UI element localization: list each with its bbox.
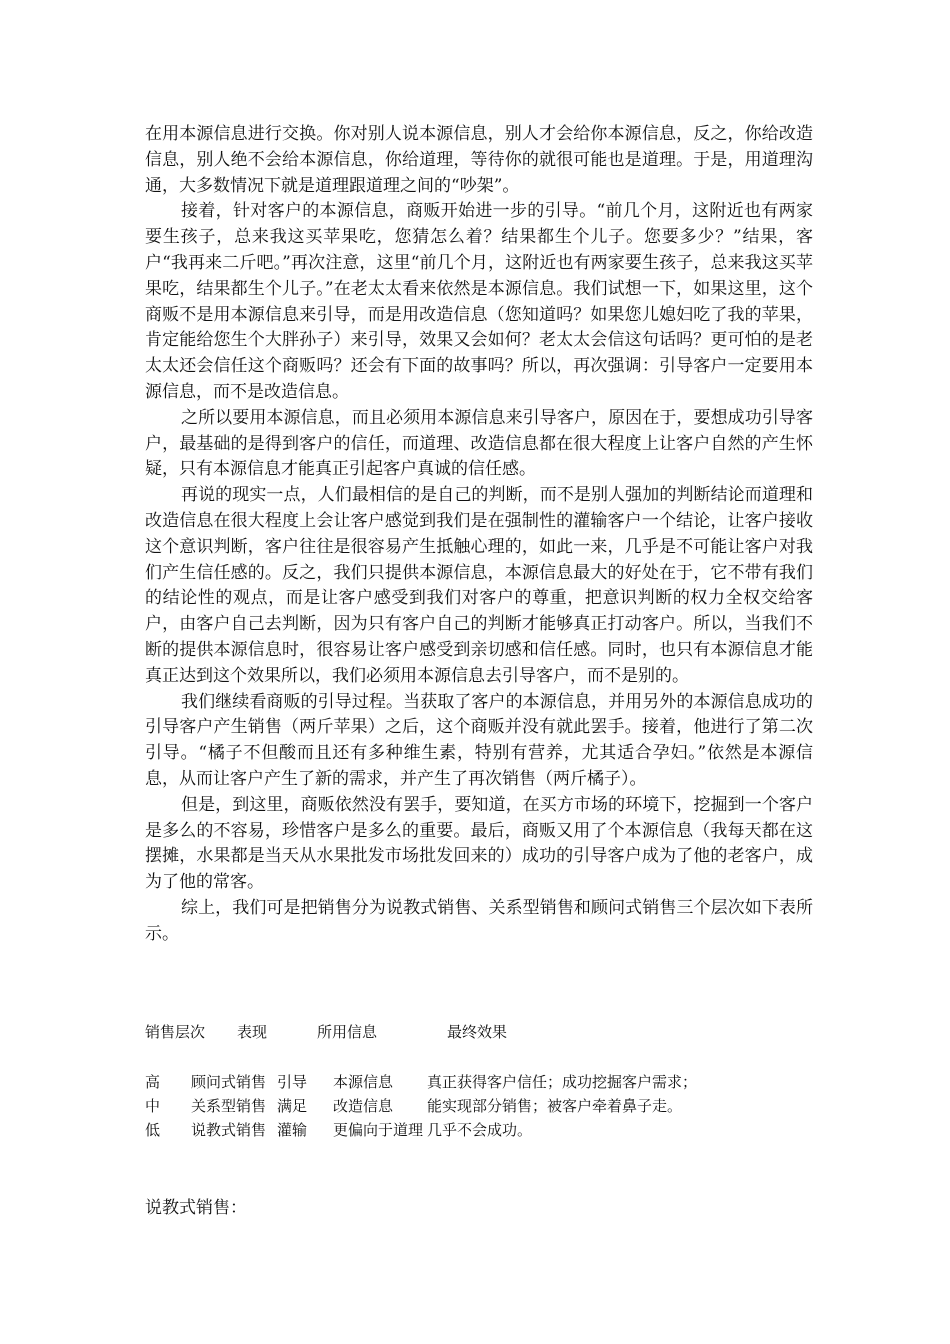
table-row	[145, 1070, 813, 1094]
cell-level: 中	[145, 1097, 161, 1115]
cell-info: 改造信息	[333, 1097, 394, 1115]
cell-effect: 几乎不会成功。	[427, 1121, 533, 1139]
table-row	[145, 1118, 813, 1142]
cell-type: 顾问式销售	[191, 1073, 267, 1091]
header-effect: 最终效果	[447, 1023, 508, 1041]
paragraph-3: 之所以要用本源信息，而且必须用本源信息来引导客户，原因在于，要想成功引导客户，最基础的是得到客户的信任，而道理、改造信息都在很大程度上让客户自然的产生怀疑，只有本源信息才能真正引起客户真诚的信任感。	[145, 407, 813, 480]
cell-type: 说教式销售	[191, 1121, 267, 1139]
cell-effect: 能实现部分销售；被客户牵着鼻子走。	[427, 1097, 683, 1115]
paragraph-7: 综上，我们可是把销售分为说教式销售、关系型销售和顾问式销售三个层次如下表所示。	[145, 897, 813, 944]
header-info: 所用信息	[317, 1023, 378, 1041]
paragraph-6: 但是，到这里，商贩依然没有罢手，要知道，在买方市场的环境下，挖掘到一个客户是多么的不容易，珍惜客户是多么的重要。最后，商贩又用了个本源信息（我每天都在这摆摊，水果都是当天从水果批发市场批发回来的）成功的引导客户成为了他的老客户，成为了他的常客。	[145, 794, 813, 893]
cell-info: 更偏向于道理	[333, 1121, 424, 1139]
cell-method: 满足	[277, 1097, 308, 1115]
sales-level-table	[145, 1020, 813, 1142]
paragraph-1: 在用本源信息进行交换。你对别人说本源信息，别人才会给你本源信息，反之，你给改造信息，别人绝不会给本源信息，你给道理，等待你的就很可能也是道理。于是，用道理沟通，大多数情况下就是道理跟道理之间的“吵架”。	[145, 124, 813, 196]
cell-method: 引导	[277, 1073, 308, 1091]
section-heading: 说教式销售：	[145, 1198, 247, 1218]
paragraph-4: 再说的现实一点，人们最相信的是自己的判断，而不是别人强加的判断结论而道理和改造信息在很大程度上会让客户感觉到我们是在强制性的灌输客户一个结论，让客户接收这个意识判断，客户往往是很容易产生抵触心理的，如此一来，几乎是不可能让客户对我们产生信任感的。反之，我们只提供本源信息，本源信息最大的好处在于，它不带有我们的结论性的观点，而是让客户感受到我们对客户的尊重，把意识判断的权力全权交给客户，由客户自己去判断，因为只有客户自己的判断才能够真正打动客户。所以，当我们不断的提供本源信息时，很容易让客户感受到亲切感和信任感。同时，也只有本源信息才能真正达到这个效果所以，我们必须用本源信息去引导客户，而不是别的。	[145, 485, 813, 686]
paragraph-5: 我们继续看商贩的引导过程。当获取了客户的本源信息，并用另外的本源信息成功的引导客户产生销售（两斤苹果）之后，这个商贩并没有就此罢手。接着，他进行了第二次引导。“橘子不但酸而且还有多种维生素，特别有营养，尤其适合孕妇。”依然是本源信息，从而让客户产生了新的需求，并产生了再次销售（两斤橘子）。	[145, 691, 813, 789]
cell-info: 本源信息	[333, 1073, 394, 1091]
cell-level: 低	[145, 1121, 161, 1139]
table-header-row	[145, 1020, 813, 1044]
cell-level: 高	[145, 1073, 161, 1091]
header-level: 销售层次	[145, 1023, 206, 1041]
cell-method: 灌输	[277, 1121, 308, 1139]
body-text	[145, 122, 813, 948]
cell-effect: 真正获得客户信任；成功挖掘客户需求；	[427, 1073, 698, 1091]
cell-type: 关系型销售	[191, 1097, 267, 1115]
header-performance: 表现	[237, 1023, 268, 1041]
table-row	[145, 1094, 813, 1118]
paragraph-2: 接着，针对客户的本源信息，商贩开始进一步的引导。“前几个月，这附近也有两家要生孩子，总来我这买苹果吃，您猜怎么着？结果都生个儿子。您要多少？”结果，客户“我再来二斤吧。”再次注意，这里“前几个月，这附近也有两家要生孩子，总来我这买苹果吃，结果都生个儿子。”在老太太看来依然是本源信息。我们试想一下，如果这里，这个商贩不是用本源信息来引导，而是用改造信息（您知道吗？如果您儿媳妇吃了我的苹果，肯定能给您生个大胖孙子）来引导，效果又会如何？老太太会信这句话吗？更可怕的是老太太还会信任这个商贩吗？还会有下面的故事吗？所以，再次强调：引导客户一定要用本源信息，而不是改造信息。	[145, 201, 813, 402]
